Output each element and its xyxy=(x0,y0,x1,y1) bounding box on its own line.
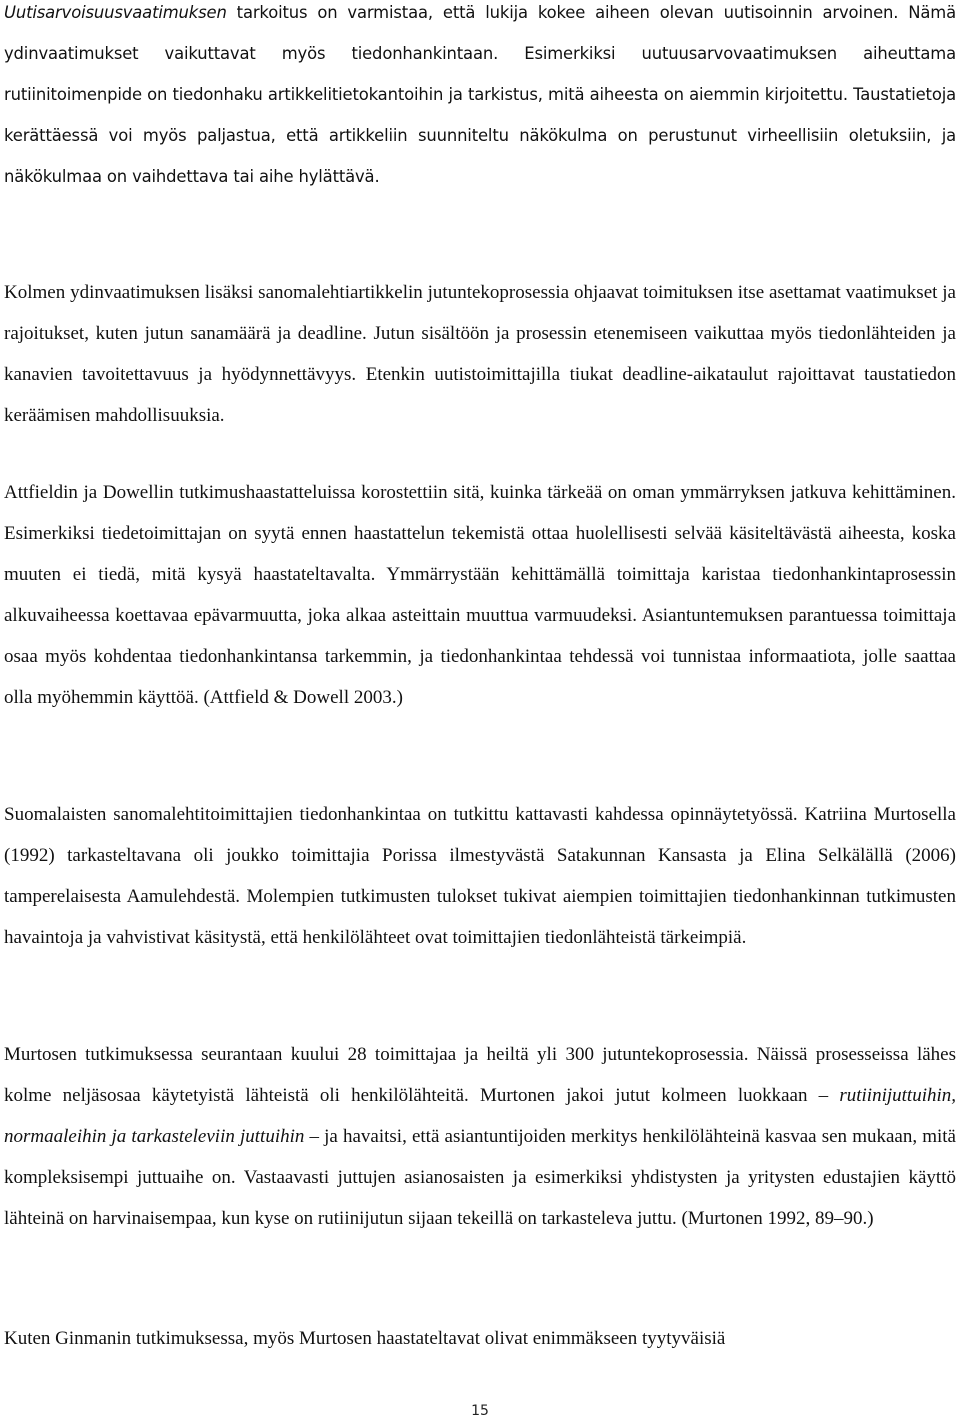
paragraph-4 xyxy=(4,794,956,958)
paragraph-6-text: Kuten Ginmanin tutkimuksessa, myös Murtosen haastateltavat olivat enimmäkseen tyytyväisiä xyxy=(4,1328,726,1349)
paragraph-5-text-b: – ja havaitsi, että asiantuntijoiden merkitys henkilölähteinä kasvaa sen mukaan, mitä kompleksisempi juttuaihe on. Vastaavasti juttujen asianosaisten ja esimerkiksi yhdistysten ja yritysten edustajien käyttö lähteinä on harvinaisempaa, kun kyse on rutiinijutun sijaan tekeillä on tarkasteleva juttu. (Murtonen 1992, 89–90.) xyxy=(4,1126,956,1229)
paragraph-1 xyxy=(4,0,956,197)
paragraph-5 xyxy=(4,1034,956,1239)
paragraph-2-text: Kolmen ydinvaatimuksen lisäksi sanomalehtiartikkelin jutuntekoprosessia ohjaavat toimituksen itse asettamat vaatimukset ja rajoitukset, kuten jutun sanamäärä ja deadline. Jutun sisältöön ja prosessin etenemiseen vaikuttaa myös tiedonlähteiden ja kanavien tavoitettavuus ja hyödynnettävyys. Etenkin uutistoimittajilla tiukat deadline-aikataulut rajoittavat taustatiedon keräämisen mahdollisuuksia. xyxy=(4,282,956,426)
paragraph-1-text-a: tarkoitus on varmistaa, että lukija kokee aiheen olevan uutisoinnin arvoinen. Nämä ydinvaatimukset vaikuttavat myös tiedonhankintaan. Esimerkiksi uutuusarvovaatimuksen aiheuttama rutiinitoimenpide on tiedonhaku artikkelitietokantoihin ja tarkistus, mitä aiheesta on aiemmin kirjoitettu. xyxy=(4,3,956,104)
story-categories: rutiinijuttuihin, normaaleihin ja tarkasteleviin juttuihin xyxy=(4,1085,956,1147)
paragraph-4-text: Suomalaisten sanomalehtitoimittajien tiedonhankintaa on tutkittu kattavasti kahdessa opinnäytetyössä. Katriina Murtosella (1992) tarkasteltavana oli joukko toimittajia Porissa ilmestyvästä Satakunnan Kansasta ja Elina Selkälällä (2006) tamperelaisesta Aamulehdestä. Molempien tutkimusten tulokset tukivat aiempien toimittajien tiedonhankinnan tutkimusten havaintoja ja vahvistivat käsitystä, että henkilölähteet ovat toimittajien tiedonlähteistä tärkeimpiä. xyxy=(4,804,956,948)
paragraph-6 xyxy=(4,1318,956,1359)
paragraph-1-text-b: Taustatietoja kerättäessä voi myös paljastua, että artikkeliin suunniteltu näkökulma on perustunut virheellisiin oletuksiin, ja näkökulmaa on vaihdettava tai aihe hylättävä. xyxy=(4,85,956,186)
paragraph-5-text-a: Murtosen tutkimuksessa seurantaan kuului 28 toimittajaa ja heiltä yli 300 jutuntekoprosessia. Näissä prosesseissa lähes kolme neljäsosaa käytetyistä lähteistä oli henkilölähteitä. Murtonen jakoi jutut kolmeen luokkaan – xyxy=(4,1044,956,1106)
paragraph-3 xyxy=(4,472,956,718)
paragraph-2 xyxy=(4,272,956,436)
page-number: 15 xyxy=(471,1403,489,1419)
term-uutisarvoisuusvaatimus: Uutisarvoisuusvaatimuksen xyxy=(4,3,227,22)
paragraph-3-text: Attfieldin ja Dowellin tutkimushaastatteluissa korostettiin sitä, kuinka tärkeää on oman ymmärryksen jatkuva kehittäminen. Esimerkiksi tiedetoimittajan on syytä ennen haastattelun tekemistä ottaa huolellisesti selvää käsiteltävästä aiheesta, koska muuten ei tiedä, mitä kysyä haastateltavalta. Ymmärrystään kehittämällä toimittaja karistaa tiedonhankintaprosessin alkuvaiheessa koettavaa epävarmuutta, joka alkaa asteittain muuttua varmuudeksi. Asiantuntemuksen parantuessa toimittaja osaa myös kohdentaa tiedonhankintansa tarkemmin, ja tiedonhankintaa tehdessä voi tunnistaa informaatiota, jolle saattaa olla myöhemmin käyttöä. (Attfield & Dowell 2003.) xyxy=(4,482,956,708)
